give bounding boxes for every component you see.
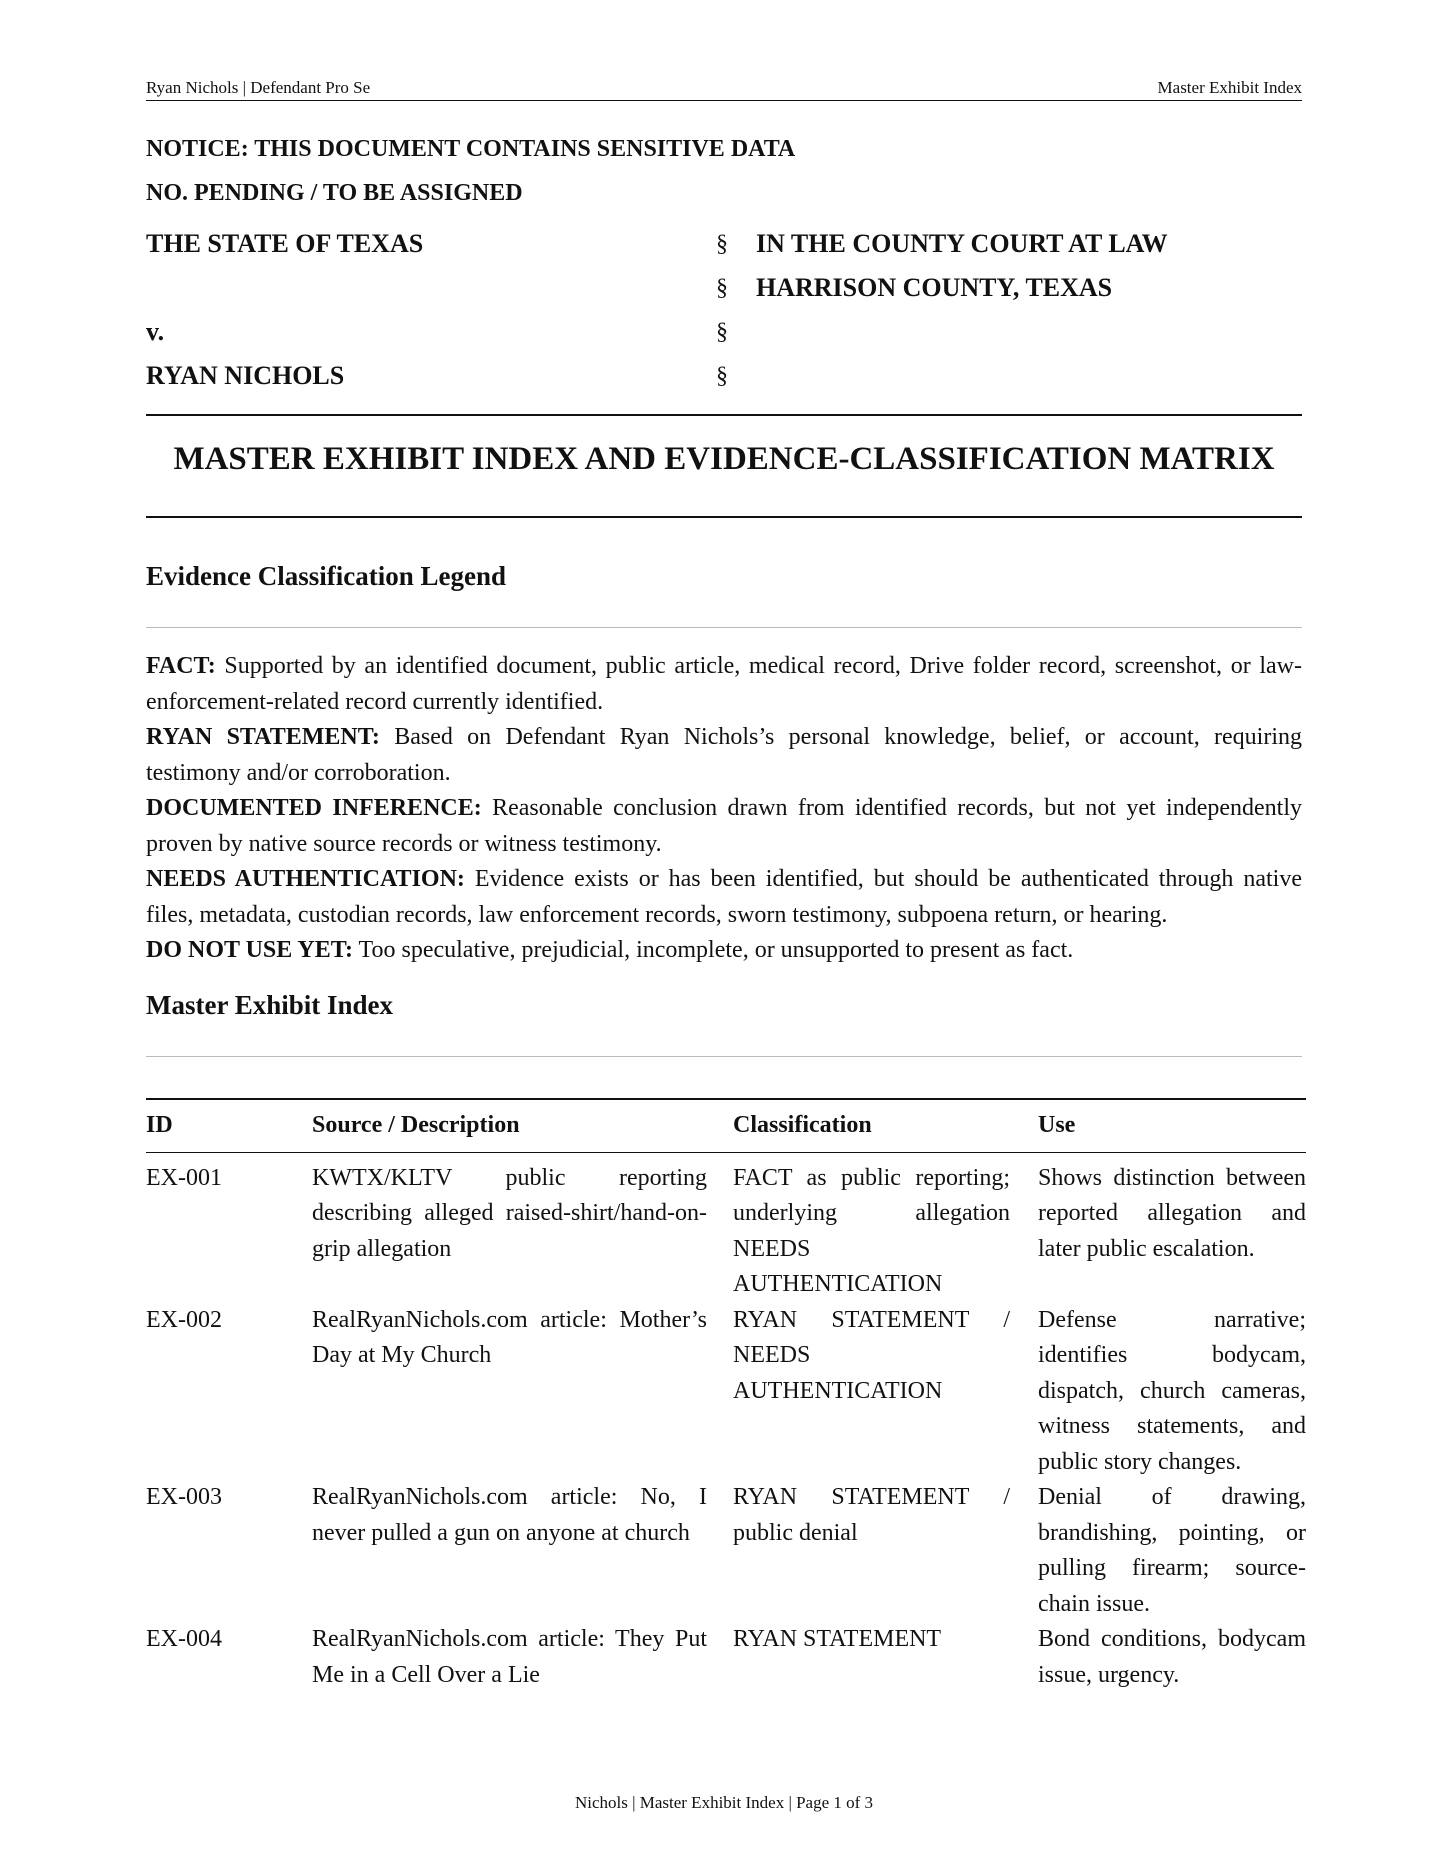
exhibit-classification: RYAN STATEMENT / public denial	[733, 1484, 1010, 1546]
exhibit-id: EX-002	[146, 1306, 222, 1333]
table-row	[146, 1152, 1306, 1303]
caption-court: IN THE COUNTY COURT AT LAW	[756, 229, 1168, 258]
case-caption	[146, 222, 1302, 398]
exhibit-use: Defense narrative; identifies bodycam, dispatch, church cameras, witness statements, and public story changes.	[1038, 1306, 1306, 1475]
section-symbol: §	[716, 274, 728, 301]
exhibit-use: Bond conditions, bodycam issue, urgency.	[1038, 1626, 1306, 1688]
caption-row	[146, 354, 1302, 398]
case-number: NO. PENDING / TO BE ASSIGNED	[146, 180, 523, 206]
legend-term: DOCUMENTED INFERENCE:	[146, 795, 482, 821]
legend-item	[146, 720, 1302, 791]
caption-party: THE STATE OF TEXAS	[146, 229, 424, 258]
section-symbol: §	[716, 318, 728, 345]
exhibit-table	[146, 1098, 1306, 1693]
legend-rule	[146, 627, 1302, 628]
exhibit-use: Denial of drawing, brandishing, pointing, or pulling firearm; source-chain issue.	[1038, 1484, 1306, 1617]
exhibit-classification: RYAN STATEMENT	[733, 1626, 942, 1652]
exhibit-id: EX-001	[146, 1164, 222, 1191]
title-rule-top	[146, 414, 1302, 416]
header-right: Master Exhibit Index	[1157, 78, 1302, 97]
section-symbol: §	[716, 230, 728, 257]
legend-heading: Evidence Classification Legend	[146, 561, 507, 591]
sensitive-data-notice: NOTICE: THIS DOCUMENT CONTAINS SENSITIVE DATA	[146, 136, 796, 162]
column-header-classification: Classification	[733, 1112, 872, 1138]
exhibit-index-heading: Master Exhibit Index	[146, 990, 394, 1020]
document-page	[146, 0, 1306, 1870]
legend-item	[146, 649, 1302, 720]
exhibit-use: Shows distinction between reported allegation and later public escalation.	[1038, 1164, 1306, 1262]
exhibit-source: RealRyanNichols.com article: Mother’s Day at My Church	[312, 1306, 707, 1368]
caption-row	[146, 222, 1302, 266]
exhibit-source: RealRyanNichols.com article: They Put Me in a Cell Over a Lie	[312, 1626, 707, 1688]
legend-item	[146, 862, 1302, 933]
legend-definition: Supported by an identified document, public article, medical record, Drive folder record, screenshot, or law-enforcement-related record currently identified.	[146, 653, 1302, 715]
table-header-row	[146, 1099, 1306, 1152]
exhibit-source: KWTX/KLTV public reporting describing alleged raised-shirt/hand-on-grip allegation	[312, 1164, 707, 1262]
title-rule-bottom	[146, 516, 1302, 518]
legend-item	[146, 791, 1302, 862]
table-row	[146, 1303, 1306, 1481]
table-row	[146, 1480, 1306, 1622]
legend-term: DO NOT USE YET:	[146, 937, 353, 963]
document-title: MASTER EXHIBIT INDEX AND EVIDENCE-CLASSIFICATION MATRIX	[173, 441, 1275, 477]
column-header-source: Source / Description	[312, 1112, 520, 1138]
exhibit-index-rule	[146, 1056, 1302, 1057]
exhibit-classification: RYAN STATEMENT / NEEDS AUTHENTICATION	[733, 1306, 1010, 1404]
column-header-id: ID	[146, 1112, 173, 1138]
running-footer: Nichols | Master Exhibit Index | Page 1 of 3	[574, 1793, 874, 1812]
caption-row	[146, 310, 1302, 354]
exhibit-source: RealRyanNichols.com article: No, I never pulled a gun on anyone at church	[312, 1484, 707, 1546]
legend-definition: Reasonable conclusion drawn from identified records, but not yet independently proven by native source records or witness testimony.	[146, 795, 1302, 857]
running-header	[146, 78, 1302, 101]
caption-court: HARRISON COUNTY, TEXAS	[756, 273, 1113, 302]
header-left: Ryan Nichols | Defendant Pro Se	[146, 78, 371, 97]
legend-term: FACT:	[146, 653, 216, 679]
column-header-use: Use	[1038, 1112, 1076, 1138]
legend-item	[146, 933, 1302, 969]
exhibit-id: EX-003	[146, 1484, 222, 1510]
caption-party: v.	[146, 317, 165, 346]
table-row	[146, 1622, 1306, 1693]
legend-definition: Evidence exists or has been identified, but should be authenticated through native files, metadata, custodian records, law enforcement records, sworn testimony, subpoena return, or hearing.	[146, 866, 1303, 928]
legend-term: NEEDS AUTHENTICATION:	[146, 866, 465, 892]
exhibit-id: EX-004	[146, 1626, 222, 1652]
section-symbol: §	[716, 362, 728, 389]
classification-legend	[146, 649, 1302, 969]
legend-definition: Based on Defendant Ryan Nichols’s personal knowledge, belief, or account, requiring testimony and/or corroboration.	[146, 724, 1302, 786]
legend-term: RYAN STATEMENT:	[146, 724, 380, 750]
caption-party: RYAN NICHOLS	[146, 361, 345, 390]
legend-definition: Too speculative, prejudicial, incomplete, or unsupported to present as fact.	[352, 937, 1074, 963]
exhibit-classification: FACT as public reporting; underlying allegation NEEDS AUTHENTICATION	[733, 1164, 1010, 1297]
caption-row	[146, 266, 1302, 310]
